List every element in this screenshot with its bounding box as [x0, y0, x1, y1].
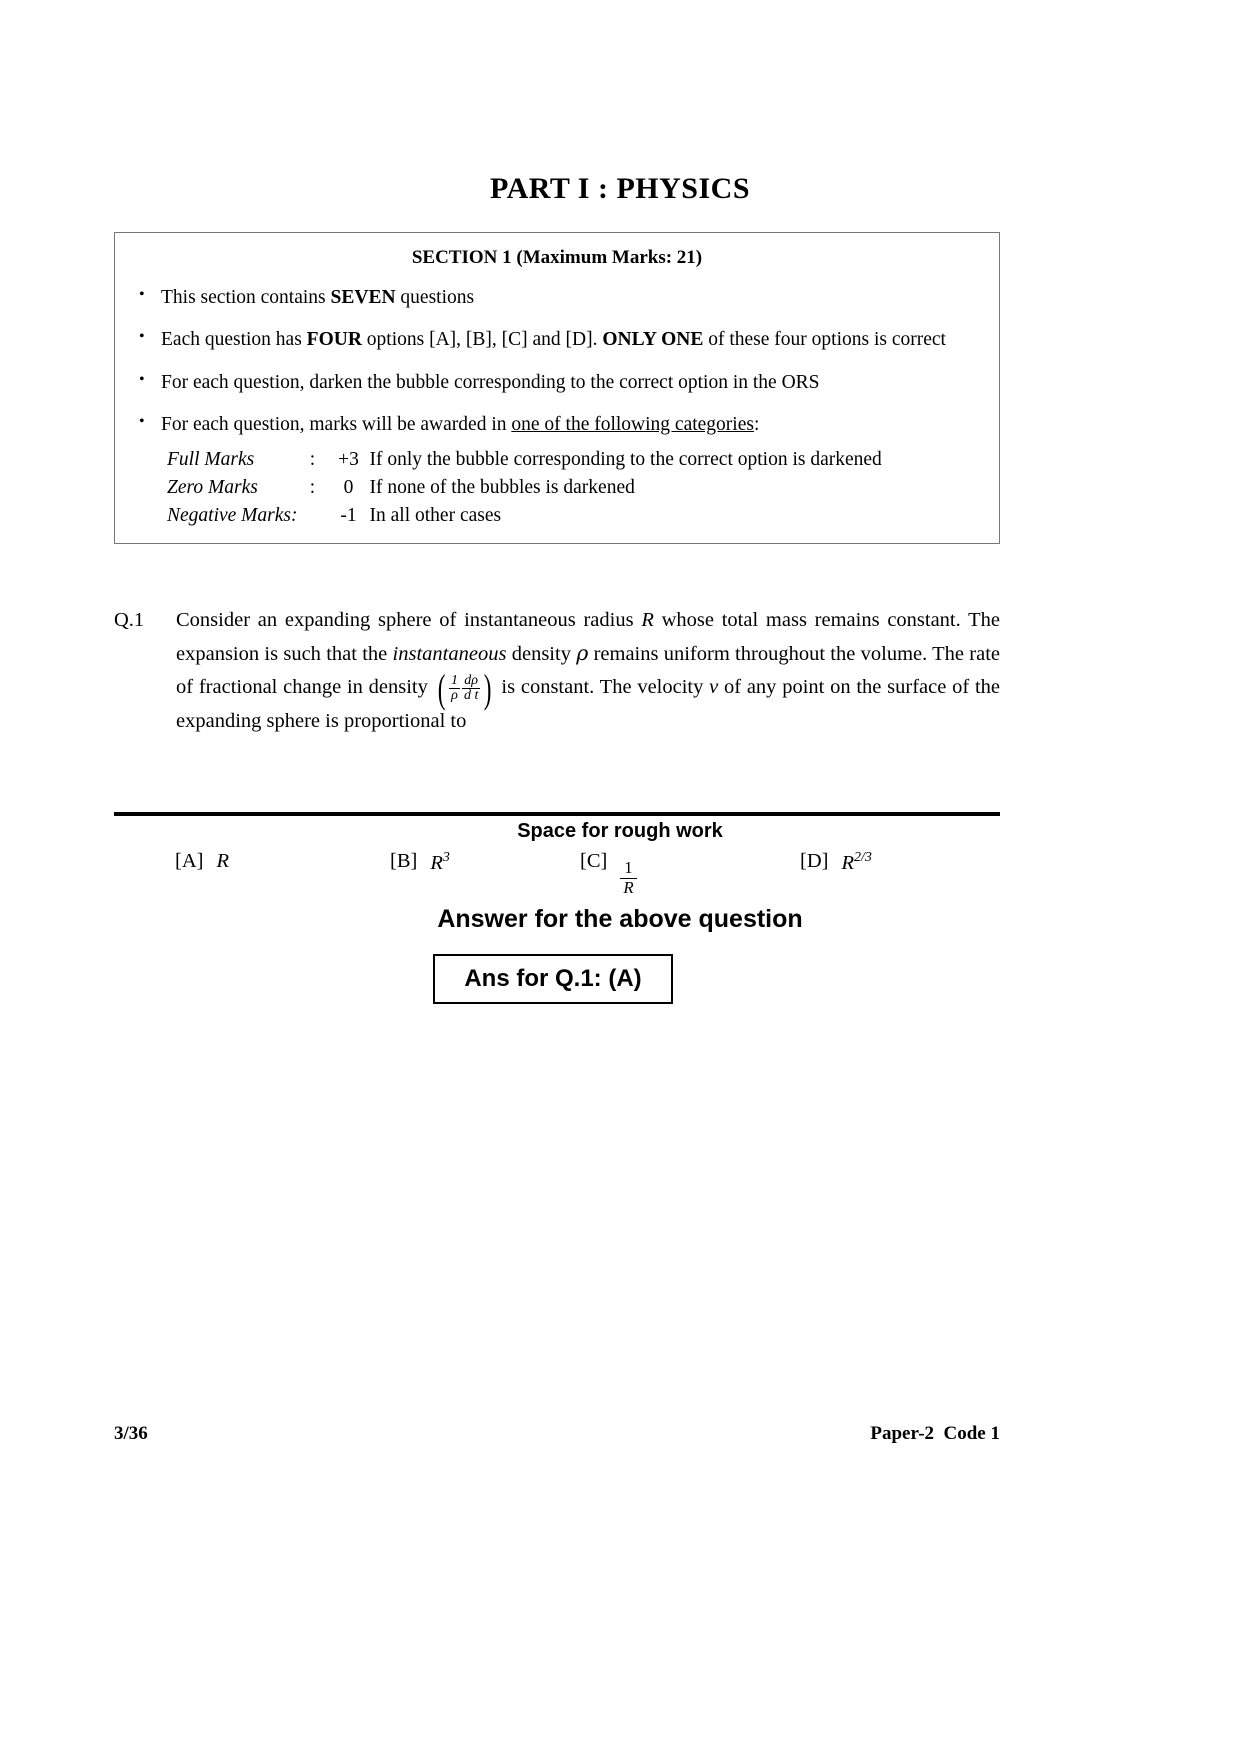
- marks-colon: :: [309, 476, 316, 498]
- instruction-item-4: [129, 412, 985, 438]
- option-b-value: $R^3$: [430, 850, 450, 874]
- instruction-text: Each question has FOUR options [A], [B], [C] and [D]. ONLY ONE of these four options is correct: [161, 329, 946, 351]
- marks-value: 0: [343, 476, 354, 498]
- fraction-one-over-rho: [449, 674, 460, 704]
- marks-description: If none of the bubbles is darkened: [369, 476, 635, 498]
- answer-box: [433, 954, 673, 1004]
- option-a[interactable]: [175, 850, 390, 898]
- option-a-value: R: [216, 850, 229, 872]
- horizontal-rule: [114, 812, 1000, 816]
- marks-label: Full Marks: [167, 449, 255, 471]
- page-title: PART I : PHYSICS: [489, 172, 751, 205]
- marks-description: In all other cases: [369, 504, 502, 526]
- instruction-list: [129, 285, 985, 438]
- fraction-numerator: 1: [450, 672, 458, 688]
- rough-work-label: Space for rough work: [517, 820, 723, 842]
- open-paren: (: [437, 665, 446, 711]
- option-b[interactable]: [390, 850, 580, 898]
- option-c-tag: [C]: [580, 850, 608, 872]
- fraction-denominator: d t: [463, 688, 479, 704]
- marks-description: If only the bubble corresponding to the correct option is darkened: [369, 449, 882, 471]
- instruction-text: For each question, darken the bubble corresponding to the correct option in the ORS: [161, 371, 820, 393]
- option-b-exponent: 3: [442, 850, 450, 865]
- fraction-one-over-R: [620, 859, 636, 898]
- option-c[interactable]: [580, 850, 800, 898]
- fractional-change-formula: [435, 665, 495, 711]
- option-d-exponent: 2/3: [854, 850, 872, 865]
- marks-row-negative: [167, 502, 882, 530]
- marks-row-zero: [167, 474, 882, 502]
- option-d-tag: [D]: [800, 850, 829, 872]
- instruction-text: This section contains SEVEN questions: [161, 287, 475, 308]
- variable-v: v: [709, 676, 719, 699]
- fraction-denominator: R: [620, 878, 636, 898]
- option-a-tag: [A]: [175, 850, 204, 872]
- answer-box-label: Ans for Q.1: (A): [464, 965, 642, 992]
- marking-scheme-table: [167, 446, 882, 529]
- section-heading: SECTION 1 (Maximum Marks: 21): [411, 247, 703, 268]
- question-text: Consider an expanding sphere of instantaneous radius R whose total mass remains constant. The expansion is such that the instantaneous density ρ remains uniform throughout the volume. The rate of fractional change in density ( $\frac{1}{\rho}$ $\frac{d\rho}{\text{d t}}$ ) is constant. The velocity v of any point on the surface of the expanding sphere is proportional to: [176, 609, 1001, 732]
- marks-value: +3: [338, 449, 359, 471]
- fraction-numerator: dρ: [464, 672, 479, 688]
- question-row: [114, 604, 1000, 738]
- section-instructions-box: [114, 232, 1000, 544]
- variable-R: R: [641, 609, 654, 631]
- instruction-text: For each question, marks will be awarded in one of the following categories:: [161, 413, 760, 435]
- option-b-tag: [B]: [390, 850, 418, 872]
- option-c-value: [620, 850, 636, 898]
- marks-colon: [298, 502, 328, 530]
- paper-code: Paper-2 Code 1: [870, 1423, 1000, 1444]
- marks-label: Zero Marks: [167, 476, 258, 498]
- instruction-item-2: [129, 327, 985, 353]
- answer-heading: Answer for the above question: [437, 905, 803, 933]
- page-number: 3/36: [114, 1423, 148, 1444]
- fraction-drho-over-dt: [462, 674, 480, 704]
- close-paren: ): [484, 665, 492, 711]
- instruction-item-3: [129, 370, 985, 396]
- question-block: [114, 604, 1000, 738]
- fraction-numerator: 1: [624, 857, 633, 877]
- question-number: Q.1: [114, 609, 145, 631]
- instruction-item-1: [129, 285, 985, 311]
- marks-row-full: [167, 446, 882, 474]
- variable-rho: ρ: [576, 641, 589, 666]
- option-d[interactable]: [800, 850, 995, 898]
- marks-colon: :: [309, 449, 316, 471]
- marks-value: -1: [340, 504, 357, 526]
- fraction-denominator: ρ: [451, 688, 458, 704]
- answer-options: [175, 850, 995, 898]
- marks-label: Negative Marks:: [167, 504, 298, 526]
- option-d-value: $R^{2/3}$: [841, 850, 872, 874]
